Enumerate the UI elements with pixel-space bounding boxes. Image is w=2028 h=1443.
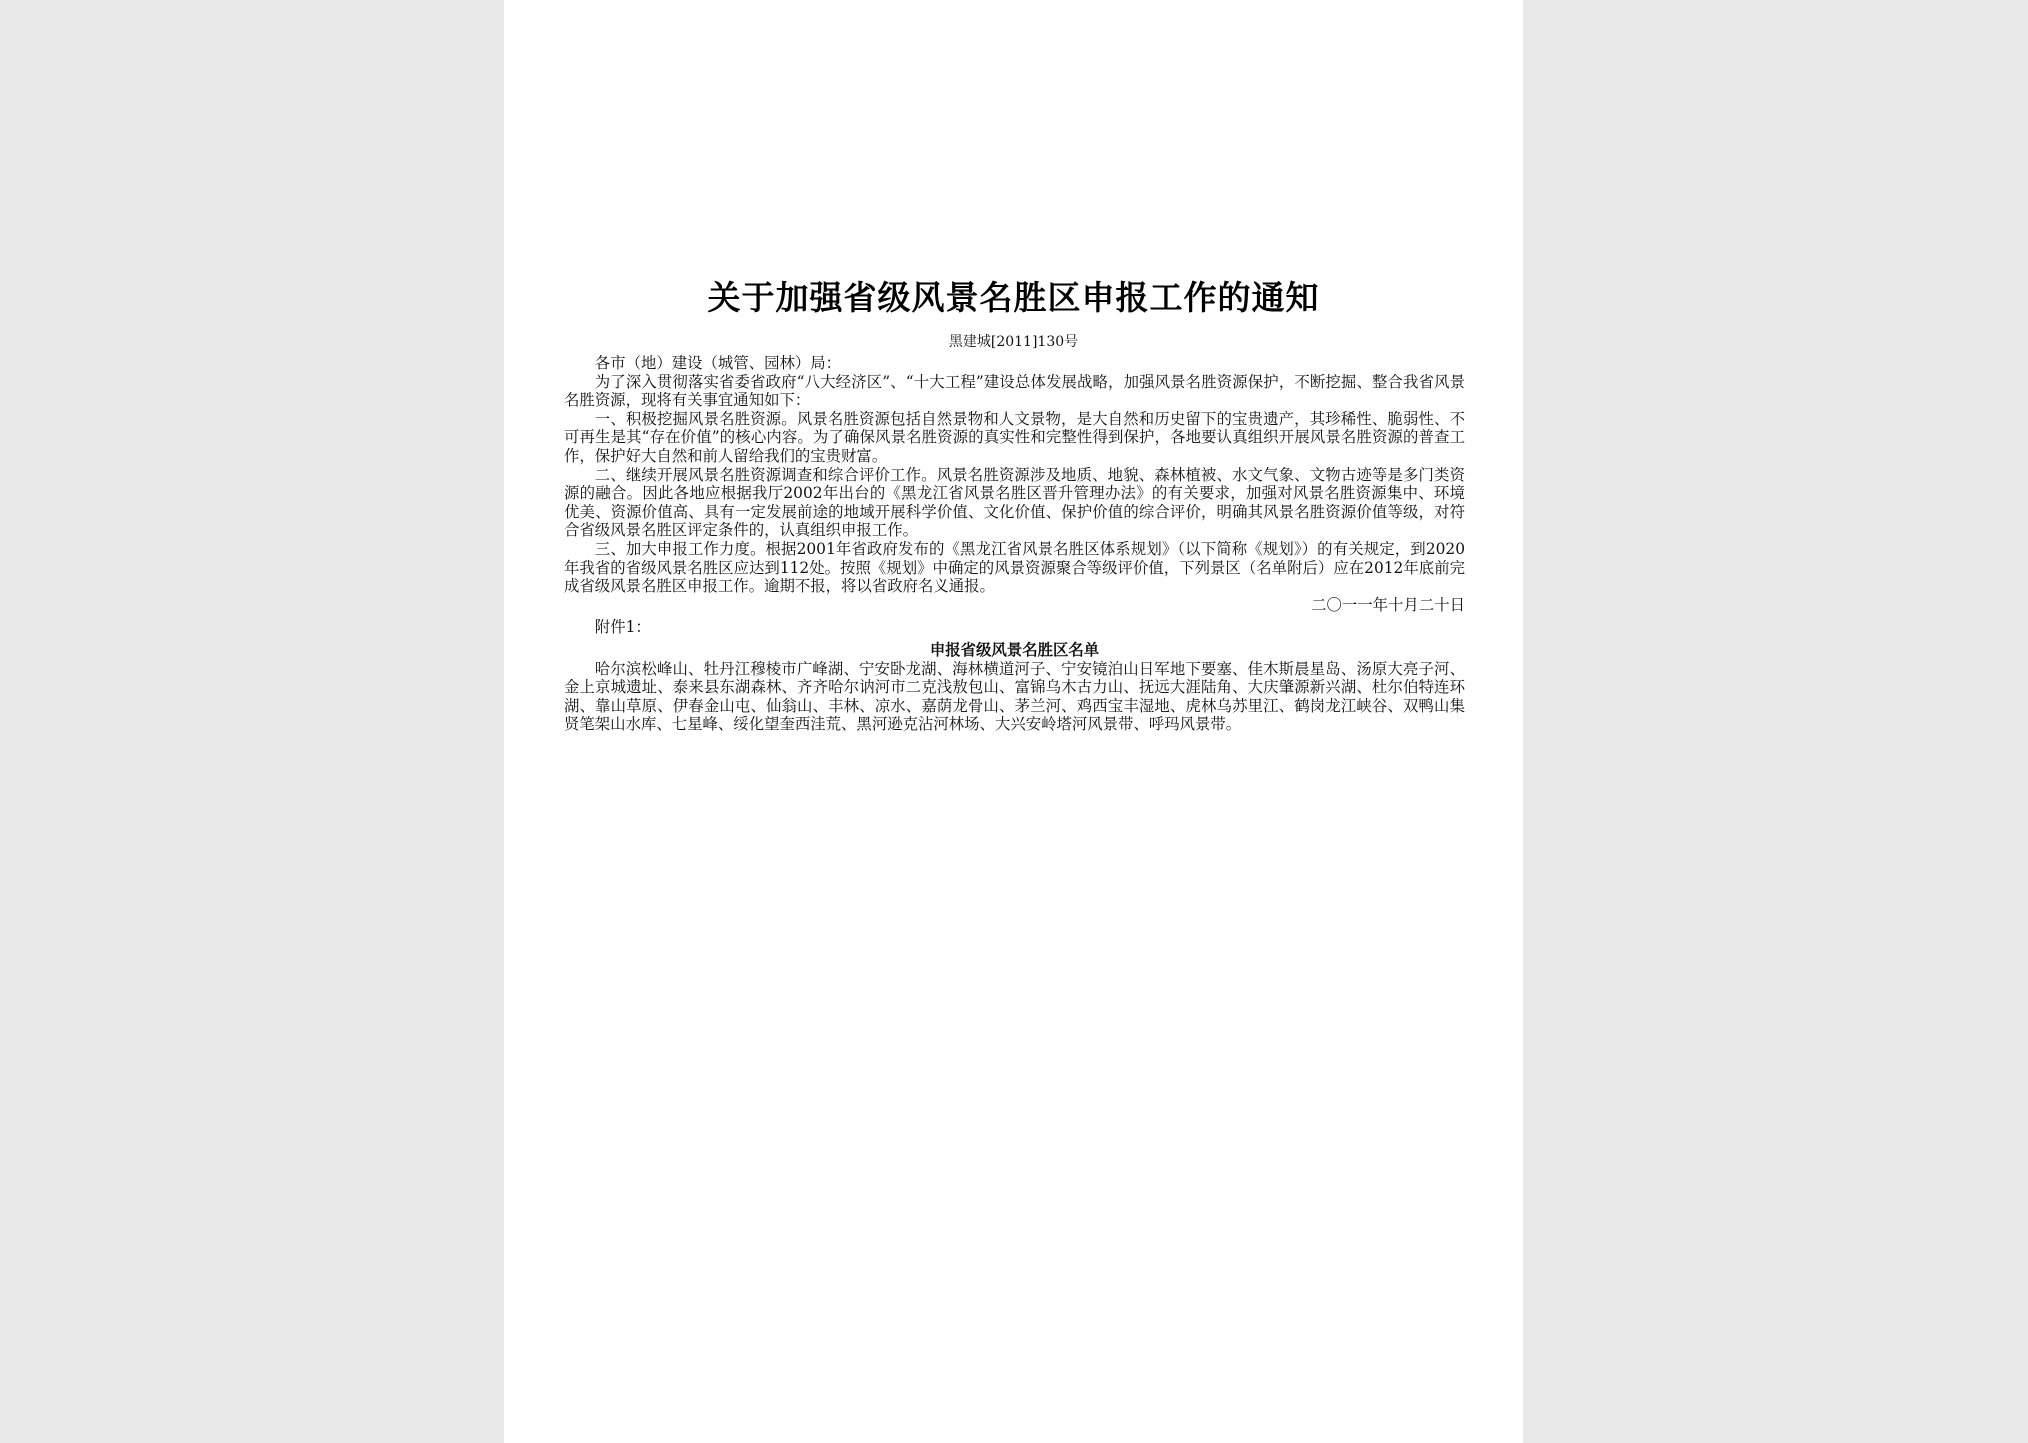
paragraph-section-2: 二、继续开展风景名胜资源调查和综合评价工作。风景名胜资源涉及地质、地貌、森林植被、水文气象、文物古迹等是多门类资源的融合。因此各地应根据我厅2002年出台的《黑龙江省风景名胜区晋升管理办法》的有关要求，加强对风景名胜资源集中、环境优美、资源价值高、具有一定发展前途的地域开展科学价值、文化价值、保护价值的综合评价，明确其风景名胜资源价值等级，对符合省级风景名胜区评定条件的，认真组织申报工作。 xyxy=(564,465,1465,540)
attachment-list-text: 哈尔滨松峰山、牡丹江穆棱市广峰湖、宁安卧龙湖、海林横道河子、宁安镜泊山日军地下要塞、佳木斯晨星岛、汤原大亮子河、金上京城遗址、泰来县东湖森林、齐齐哈尔讷河市二克浅敖包山、富锦乌木古力山、抚远大涯陆角、大庆肇源新兴湖、杜尔伯特连环湖、靠山草原、伊春金山屯、仙翁山、丰林、凉水、嘉荫龙骨山、茅兰河、鸡西宝丰湿地、虎林乌苏里江、鹤岗龙江峡谷、双鸭山集贤笔架山水库、七星峰、绥化望奎西洼荒、黑河逊克沾河林场、大兴安岭塔河风景带、呼玛风景带。 xyxy=(564,659,1465,734)
document-date: 二〇一一年十月二十日 xyxy=(1311,595,1465,614)
paragraph-section-3: 三、加大申报工作力度。根据2001年省政府发布的《黑龙江省风景名胜区体系规划》（以下简称《规划》）的有关规定，到2020年我省的省级风景名胜区应达到112处。按照《规划》中确定的风景资源聚合等级评价值，下列景区（名单附后）应在2012年底前完成省级风景名胜区申报工作。逾期不报，将以省政府名义通报。 xyxy=(564,539,1465,596)
paragraph-intro: 为了深入贯彻落实省委省政府“八大经济区”、“十大工程”建设总体发展战略，加强风景名胜资源保护，不断挖掘、整合我省风景名胜资源，现将有关事宜通知如下： xyxy=(564,372,1465,410)
attachment-list-title: 申报省级风景名胜区名单 xyxy=(929,640,1100,659)
document-title: 关于加强省级风景名胜区申报工作的通知 xyxy=(707,278,1320,317)
attachment-label: 附件1： xyxy=(594,618,651,637)
paragraph-section-1: 一、积极挖掘风景名胜资源。风景名胜资源包括自然景物和人文景物，是大自然和历史留下的宝贵遗产，其珍稀性、脆弱性、不可再生是其“存在价值”的核心内容。为了确保风景名胜资源的真实性和完整性得到保护，各地要认真组织开展风景名胜资源的普查工作，保护好大自然和前人留给我们的宝贵财富。 xyxy=(564,409,1465,465)
document-page xyxy=(504,0,1523,1443)
salutation: 各市（地）建设（城管、园林）局： xyxy=(594,354,842,372)
document-number: 黑建城[2011]130号 xyxy=(948,334,1079,350)
document-body xyxy=(564,354,1465,734)
